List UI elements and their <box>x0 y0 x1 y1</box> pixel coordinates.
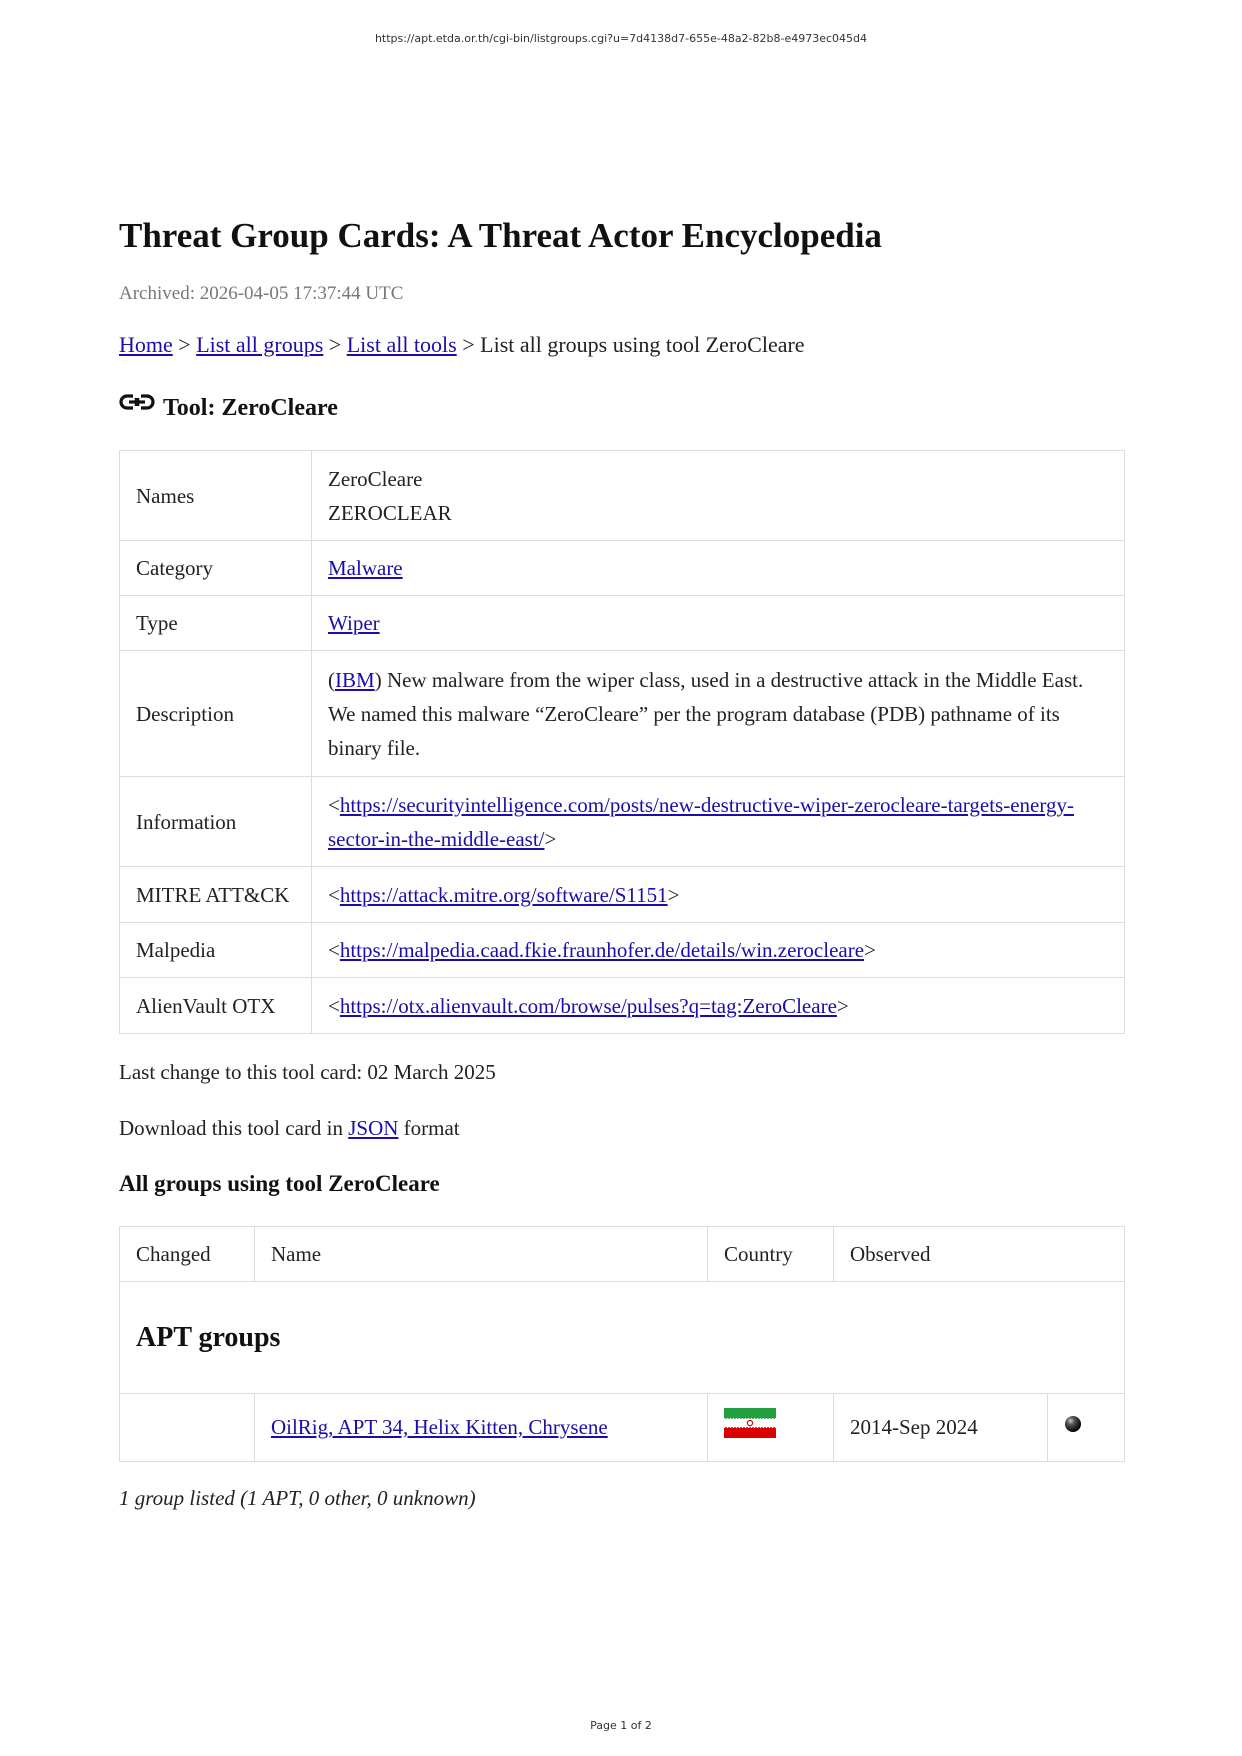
tool-info-table <box>119 450 1125 1034</box>
observed-icon-cell <box>1047 1394 1124 1462</box>
table-row <box>120 451 1125 541</box>
name-item: ZEROCLEAR <box>328 500 452 525</box>
names-label: Names <box>120 451 312 541</box>
table-row: MITRE ATT&CK <https://attack.mitre.org/software/S1151> <box>120 867 1125 923</box>
breadcrumb-separator: > <box>178 332 191 357</box>
group-link[interactable]: OilRig, APT 34, Helix Kitten, Chrysene <box>270 1415 608 1439</box>
mitre-label: MITRE ATT&CK <box>120 867 312 923</box>
page-url: https://apt.etda.or.th/cgi-bin/listgroups.cgi?u=7d4138d7-655e-48a2-82b8-e4973ec045d4 <box>374 32 868 45</box>
iran-flag-icon <box>724 1408 776 1438</box>
information-value: <https://securityintelligence.com/posts/new-destructive-wiper-zerocleare-targets-energy-sector-in-the-middle-east/> <box>312 777 1125 867</box>
groups-table <box>119 1226 1125 1462</box>
type-link[interactable]: Wiper <box>328 611 380 635</box>
malpedia-label: Malpedia <box>120 923 312 978</box>
otx-label: AlienVault OTX <box>120 978 312 1034</box>
table-header-row <box>120 1227 1125 1282</box>
country-cell <box>707 1394 833 1462</box>
breadcrumb-home-link[interactable]: Home <box>119 332 173 357</box>
groups-summary: 1 group listed (1 APT, 0 other, 0 unknown) <box>119 1486 476 1510</box>
information-link[interactable]: https://securityintelligence.com/posts/new-destructive-wiper-zerocleare-targets-energy-sector-in-the-middle-east/ <box>328 792 1074 851</box>
breadcrumb-current: List all groups using tool ZeroCleare <box>480 332 805 357</box>
table-row <box>120 541 1125 596</box>
header-country: Country <box>707 1227 833 1282</box>
page-footer: Page 1 of 2 <box>590 1719 652 1732</box>
table-row <box>120 1394 1125 1462</box>
apt-groups-title: APT groups <box>120 1282 1125 1394</box>
mitre-link[interactable]: https://attack.mitre.org/software/S1151 <box>339 882 668 907</box>
changed-cell <box>120 1394 255 1462</box>
description-value: (IBM) New malware from the wiper class, used in a destructive attack in the Middle East. We named this malware “ZeroCleare” per the program database (PDB) pathname of its binary file. <box>312 651 1125 777</box>
download-line <box>119 1113 1125 1143</box>
otx-link[interactable]: https://otx.alienvault.com/browse/pulses?q=tag:ZeroCleare <box>339 993 837 1018</box>
observed-cell: 2014-Sep 2024 <box>834 1394 1048 1462</box>
header-changed: Changed <box>120 1227 255 1282</box>
tool-heading-text: Tool: ZeroCleare <box>163 395 338 421</box>
black-ball-icon <box>1064 1415 1082 1433</box>
groups-heading: All groups using tool ZeroCleare <box>119 1171 440 1196</box>
header-observed: Observed <box>834 1227 1125 1282</box>
breadcrumb-list-groups-link[interactable]: List all groups <box>196 332 324 357</box>
header-name: Name <box>254 1227 707 1282</box>
last-change-text: Last change to this tool card: 02 March 2025 <box>119 1060 496 1084</box>
description-label: Description <box>120 651 312 777</box>
information-label: Information <box>120 777 312 867</box>
tool-heading <box>119 390 1125 426</box>
breadcrumb-list-tools-link[interactable]: List all tools <box>346 332 457 357</box>
page-title: Threat Group Cards: A Threat Actor Encyclopedia <box>119 216 882 255</box>
download-prefix: Download this tool card in <box>119 1116 343 1140</box>
section-row <box>120 1282 1125 1394</box>
names-value <box>312 451 1125 541</box>
breadcrumb-separator: > <box>462 332 475 357</box>
json-download-link[interactable]: JSON <box>348 1116 399 1140</box>
description-source-link[interactable]: IBM <box>335 667 375 692</box>
main-content <box>119 212 1125 1513</box>
download-suffix: format <box>403 1116 460 1140</box>
table-row: Malpedia <https://malpedia.caad.fkie.fraunhofer.de/details/win.zerocleare> <box>120 923 1125 978</box>
malpedia-link[interactable]: https://malpedia.caad.fkie.fraunhofer.de/details/win.zerocleare <box>339 938 865 962</box>
description-text: New malware from the wiper class, used in a destructive attack in the Middle East. We named this malware “ZeroCleare” per the program database (PDB) pathname of its binary file. <box>328 667 1084 760</box>
breadcrumb <box>119 330 1125 360</box>
category-link[interactable]: Malware <box>328 556 403 580</box>
table-row <box>120 651 1125 777</box>
table-row <box>120 777 1125 867</box>
breadcrumb-separator: > <box>328 332 342 357</box>
link-icon <box>119 391 155 415</box>
table-row <box>120 596 1125 651</box>
type-label: Type <box>120 596 312 651</box>
category-label: Category <box>120 541 312 596</box>
archived-timestamp: Archived: 2026-04-05 17:37:44 UTC <box>119 283 404 304</box>
table-row: AlienVault OTX <https://otx.alienvault.com/browse/pulses?q=tag:ZeroCleare> <box>120 978 1125 1034</box>
name-item: ZeroCleare <box>328 466 423 491</box>
